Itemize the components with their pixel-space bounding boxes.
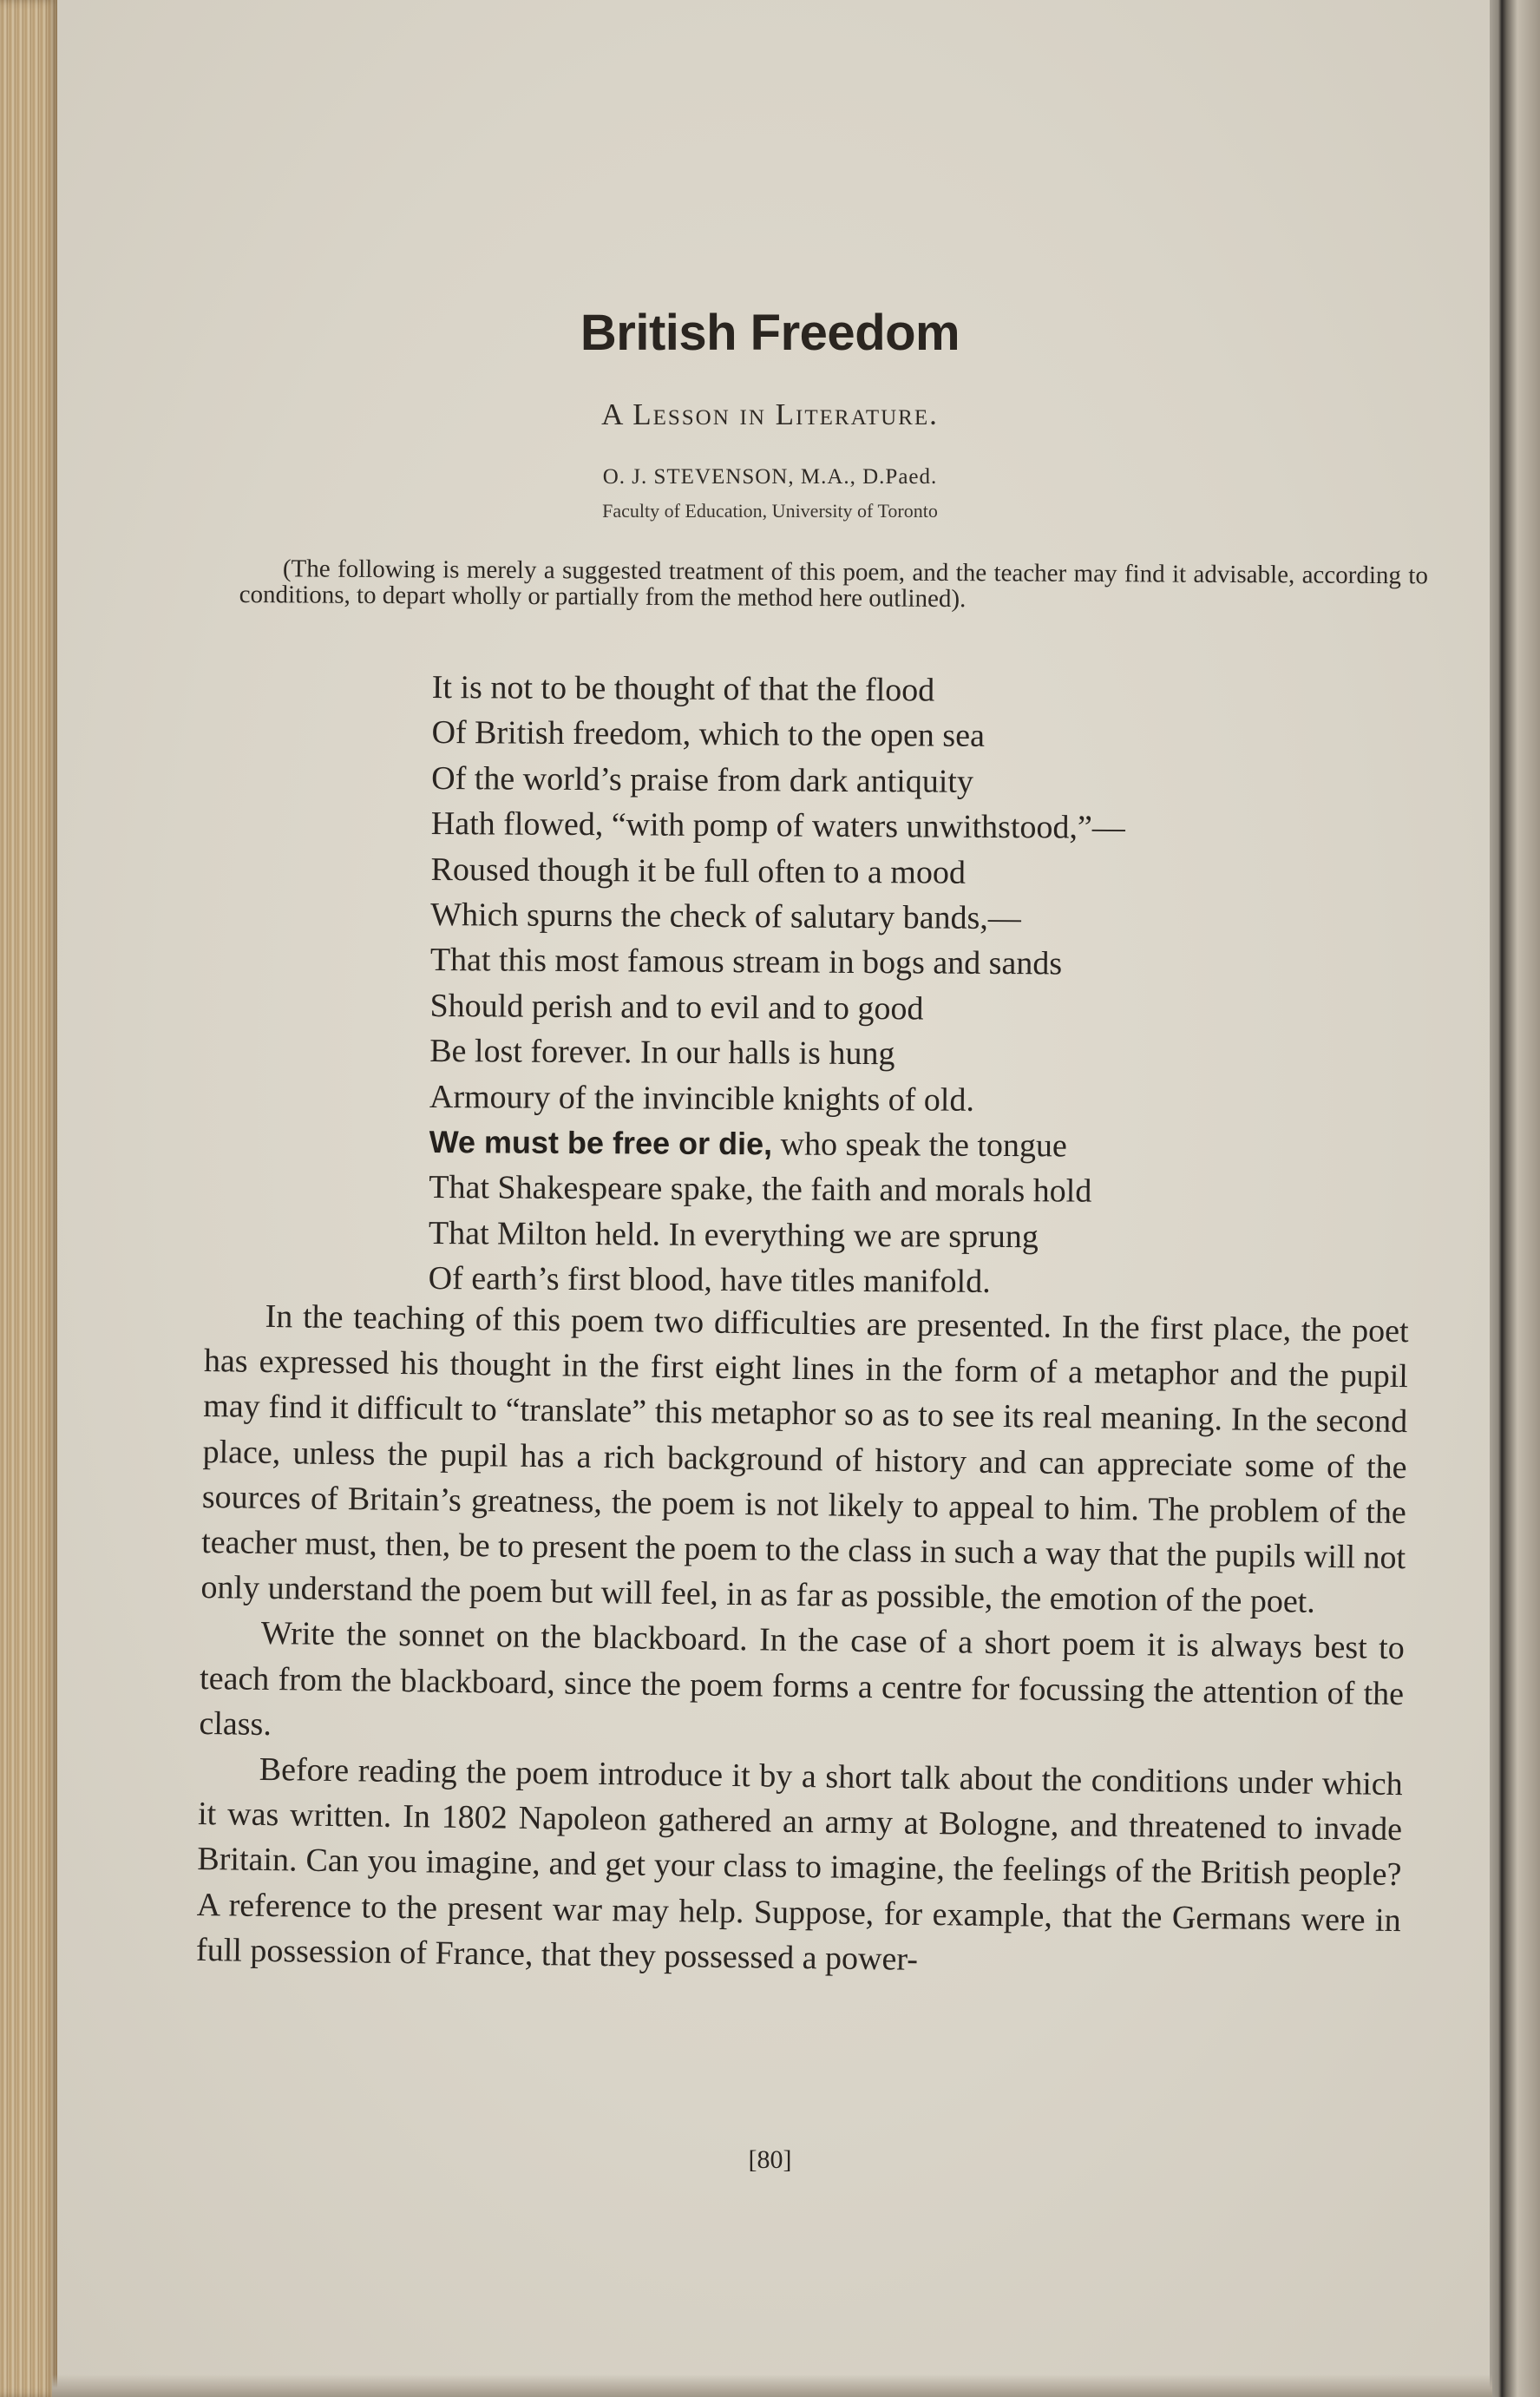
poem-line: That Milton held. In everything we are sprung bbox=[428, 1214, 1039, 1256]
body-text bbox=[196, 1293, 1409, 1988]
article-subtitle: A Lesson in Literature. bbox=[601, 397, 939, 431]
editor-note-text: (The following is merely a suggested treatment of this poem, and the teacher may find it advisable, according to conditions, to depart wholly or partially from the method here outlined). bbox=[239, 555, 1428, 614]
poem-line: Hath flowed, “with pomp of waters unwithstood,”— bbox=[430, 805, 1125, 847]
body-paragraph: Write the sonnet on the blackboard. In the case of a short poem it is always best to teach from the blackboard, since the poem forms a centre for focussing the attention of the class. bbox=[199, 1615, 1406, 1743]
poem-block bbox=[429, 665, 1386, 1307]
article-author: O. J. STEVENSON, M.A., D.Paed. bbox=[602, 465, 938, 489]
poem-line: It is not to be thought of that the flood bbox=[431, 668, 935, 709]
poem-line: Armoury of the invincible knights of old. bbox=[429, 1078, 975, 1119]
poem-line: Should perish and to evil and to good bbox=[429, 987, 924, 1028]
poem-line: Which spurns the check of salutary bands,— bbox=[430, 896, 1022, 937]
poem-line: That Shakespeare spake, the faith and morals hold bbox=[429, 1169, 1092, 1211]
poem-line: Of the world’s praise from dark antiquity bbox=[431, 759, 974, 800]
page-number: [80] bbox=[748, 2145, 792, 2174]
poem-line: Of British freedom, which to the open sea bbox=[431, 714, 986, 755]
page-bottom-edge bbox=[52, 2374, 1492, 2397]
poem-line: Be lost forever. In our halls is hung bbox=[429, 1033, 895, 1073]
poem-line-emphasized bbox=[429, 1120, 1383, 1171]
author-affiliation: Faculty of Education, University of Toronto bbox=[602, 500, 938, 522]
poem-line: Roused though it be full often to a mood bbox=[430, 850, 967, 891]
body-paragraph: Before reading the poem introduce it by a short talk about the conditions under which it was written. In 1802 Napoleon gathered an army at Bologne, and threatened to invade Britain. Can you imagine, and get your class to imagine, the feelings of the British people? A reference to the present war may help. Suppose, for example, that the Germans were in full possession of France, that they possessed a power- bbox=[195, 1750, 1403, 1978]
poem-emphasis: We must be free or die, bbox=[429, 1124, 773, 1162]
editor-note bbox=[239, 555, 1428, 614]
poem-line-rest: who speak the tongue bbox=[771, 1126, 1068, 1165]
article-title: British Freedom bbox=[580, 305, 960, 361]
poem-line: Of earth’s first blood, have titles manifold. bbox=[428, 1260, 991, 1301]
body-paragraph: In the teaching of this poem two difficulties are presented. In the first place, the poet has expressed his thought in the first eight lines in the form of a metaphor and the pupil may find it difficult to “translate” this metaphor so as to see its real meaning. In the second place, unless the pupil has a rich background of history and can appreciate some of the sources of Britain’s greatness, the poem is not likely to appeal to him. The problem of the teacher must, then, be to present the poem to the class in such a way that the pupils will not only understand the poem but will feel, in as far as possible, the emotion of the poet. bbox=[200, 1297, 1409, 1620]
poem-line: That this most famous stream in bogs and sands bbox=[429, 942, 1063, 982]
